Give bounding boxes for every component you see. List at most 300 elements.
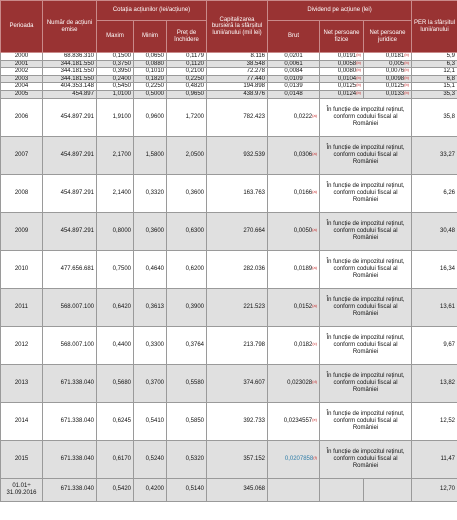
cell-net-note <box>320 174 412 212</box>
cell-minim-value: 0,5000 <box>145 90 164 97</box>
cell-brut-value: 0,0061 <box>284 60 303 67</box>
cell-net-fizice <box>320 68 364 76</box>
cell-net-note <box>320 440 412 478</box>
cell-maxim-value: 0,5680 <box>112 379 131 386</box>
cell-maxim <box>97 364 134 402</box>
cell-maxim <box>97 440 134 478</box>
table-row <box>1 68 457 76</box>
table-row <box>1 174 457 212</box>
cell-brut <box>268 478 320 501</box>
cell-net-fizice <box>320 60 364 68</box>
cell-net-note <box>320 212 412 250</box>
cell-pret-value: 0,1179 <box>186 53 205 59</box>
cell-perioada <box>1 402 43 440</box>
cell-minim-value: 0,4200 <box>145 486 164 493</box>
cell-minim-value: 0,3320 <box>145 189 164 196</box>
cell-brut <box>268 212 320 250</box>
cell-brut-value: 0,0189 <box>293 265 313 272</box>
cell-net-fizice <box>320 90 364 98</box>
cell-maxim-value: 2,1400 <box>112 189 131 196</box>
cell-brut-value: 0,0222 <box>293 113 313 120</box>
footnote-marker: (b) <box>404 82 410 88</box>
table-row <box>1 136 457 174</box>
cell-per-value: 35,8 <box>443 113 456 120</box>
cell-pret-value: 0,3764 <box>185 341 205 348</box>
cell-minim-value: 0,9600 <box>145 113 164 120</box>
cell-pret <box>167 83 207 91</box>
cell-capitalizare-value: 221.523 <box>243 303 266 310</box>
cell-per <box>412 68 457 76</box>
footnote-marker: (a) <box>312 264 318 270</box>
cell-pret-value: 0,2100 <box>185 68 205 75</box>
cell-pret <box>167 68 207 76</box>
cell-perioada-value: 2012 <box>14 341 29 348</box>
header-perioada: Perioada <box>1 1 43 53</box>
cell-net-note <box>320 326 412 364</box>
header-pret-inchidere: Preț de închidere <box>167 21 207 53</box>
cell-capitalizare-value: 163.763 <box>243 189 266 196</box>
cell-maxim <box>97 90 134 98</box>
cell-pret-value: 0,1120 <box>186 60 205 67</box>
net-note-text: În funcție de impozitul reținut, conform codului fiscal al României <box>326 448 405 469</box>
cell-capitalizare <box>207 136 268 174</box>
cell-maxim-value: 0,6170 <box>112 455 131 462</box>
cell-numar-actiuni-value: 568.007.100 <box>60 303 94 310</box>
header-minim: Minim <box>134 21 167 53</box>
cell-minim-value: 0,5240 <box>145 455 164 462</box>
cell-numar-actiuni-value: 68.836.310 <box>63 53 94 59</box>
cell-maxim-value: 0,1500 <box>112 53 131 59</box>
cell-pret <box>167 402 207 440</box>
cell-perioada-value: 2002 <box>14 68 29 75</box>
table-row <box>1 364 457 402</box>
cell-minim <box>134 288 167 326</box>
footnote-marker: (e) <box>312 416 318 422</box>
cell-numar-actiuni-value: 404.353.148 <box>60 83 94 90</box>
cell-maxim-value: 0,8000 <box>112 227 131 234</box>
cell-per <box>412 288 457 326</box>
cell-numar-actiuni <box>43 440 97 478</box>
cell-per-value: 9,67 <box>443 341 456 348</box>
cell-capitalizare-value: 357.152 <box>243 455 266 462</box>
cell-minim <box>134 364 167 402</box>
table-row <box>1 212 457 250</box>
cell-minim <box>134 53 167 61</box>
cell-pret-value: 0,5850 <box>185 417 205 424</box>
cell-net-fizice-value: 0,0104 <box>337 75 357 82</box>
cell-maxim <box>97 75 134 83</box>
footnote-marker: (c) <box>312 340 318 346</box>
cell-net-juridice-value: 0,0125 <box>385 83 405 90</box>
header-capitalizarea: Capitalizarea bursieră la sfârșitul lunii/anului (mil lei) <box>207 1 268 53</box>
cell-net-note <box>320 364 412 402</box>
cell-perioada-value: 2010 <box>14 265 29 272</box>
table-row <box>1 75 457 83</box>
cell-numar-actiuni <box>43 364 97 402</box>
cell-brut-value: 0,0050 <box>293 227 313 234</box>
cell-pret <box>167 440 207 478</box>
cell-minim <box>134 136 167 174</box>
net-note-text: În funcție de impozitul reținut, conform codului fiscal al României <box>326 334 405 355</box>
cell-numar-actiuni-value: 671.338.040 <box>60 379 94 386</box>
net-note-text: În funcție de impozitul reținut, conform codului fiscal al României <box>326 106 405 127</box>
cell-capitalizare <box>207 478 268 501</box>
cell-capitalizare-value: 392.733 <box>243 417 266 424</box>
cell-pret <box>167 288 207 326</box>
cell-brut-value: 0,0084 <box>284 68 303 75</box>
cell-brut-value: 0,0182 <box>293 341 313 348</box>
cell-minim-value: 0,3613 <box>145 303 164 310</box>
cell-brut-value: 0,0166 <box>293 189 313 196</box>
cell-per-value: 6,3 <box>446 60 456 67</box>
cell-maxim <box>97 478 134 501</box>
cell-net-fizice <box>320 478 364 501</box>
cell-numar-actiuni-value: 454.897.291 <box>60 113 94 120</box>
cell-pret-value: 0,5580 <box>185 379 205 386</box>
cell-brut-value: 0,0201 <box>284 53 303 59</box>
cell-numar-actiuni-value: 454.897.291 <box>60 227 94 234</box>
cell-capitalizare-value: 72.278 <box>246 68 266 75</box>
cell-brut <box>268 402 320 440</box>
cell-numar-actiuni <box>43 90 97 98</box>
cell-minim <box>134 212 167 250</box>
cell-capitalizare <box>207 75 268 83</box>
cell-maxim <box>97 136 134 174</box>
header-dividend: Dividend pe acțiune (lei) <box>268 1 412 21</box>
table-row <box>1 478 457 501</box>
header-net-fizice: Net persoane fizice <box>320 21 364 53</box>
cell-net-fizice <box>320 83 364 91</box>
cell-numar-actiuni-value: 671.338.040 <box>60 417 94 424</box>
cell-net-juridice <box>364 478 412 501</box>
cell-pret <box>167 364 207 402</box>
cell-net-fizice <box>320 75 364 83</box>
cell-net-note <box>320 402 412 440</box>
cell-minim-value: 0,0880 <box>145 60 164 67</box>
cell-minim-value: 1,5800 <box>145 151 164 158</box>
cell-perioada-value: 2015 <box>14 455 29 462</box>
cell-pret <box>167 90 207 98</box>
cell-perioada <box>1 75 43 83</box>
cell-minim <box>134 75 167 83</box>
cell-perioada-value: 2000 <box>14 53 29 59</box>
net-note-text: În funcție de impozitul reținut, conform codului fiscal al României <box>326 258 405 279</box>
cell-maxim-value: 0,6245 <box>112 417 131 424</box>
cell-capitalizare-value: 438.976 <box>243 90 266 97</box>
cell-numar-actiuni <box>43 212 97 250</box>
cell-per <box>412 90 457 98</box>
cell-perioada <box>1 364 43 402</box>
cell-pret <box>167 136 207 174</box>
cell-perioada <box>1 174 43 212</box>
cell-numar-actiuni-value: 568.007.100 <box>60 341 94 348</box>
cell-numar-actiuni-value: 344.181.550 <box>60 68 94 75</box>
cell-perioada-value: 2014 <box>14 417 29 424</box>
cell-net-juridice <box>364 68 412 76</box>
cell-capitalizare <box>207 98 268 136</box>
cell-numar-actiuni <box>43 98 97 136</box>
cell-perioada <box>1 478 43 501</box>
cell-pret-value: 0,5140 <box>185 486 205 493</box>
cell-capitalizare-value: 38.548 <box>246 60 266 67</box>
cell-minim-value: 0,4640 <box>145 265 164 272</box>
cell-perioada <box>1 136 43 174</box>
net-note-text: În funcție de impozitul reținut, conform codului fiscal al României <box>326 410 405 431</box>
cell-per <box>412 136 457 174</box>
footnote-marker: (b) <box>356 52 362 57</box>
footnote-marker: (b) <box>404 75 410 80</box>
cell-numar-actiuni <box>43 288 97 326</box>
net-note-text: În funcție de impozitul reținut, conform codului fiscal al României <box>326 372 405 393</box>
cell-brut <box>268 326 320 364</box>
cell-numar-actiuni <box>43 136 97 174</box>
cell-per <box>412 440 457 478</box>
cell-maxim <box>97 174 134 212</box>
cell-perioada-value: 2008 <box>14 189 29 196</box>
table-row <box>1 98 457 136</box>
footnote-marker: (b) <box>404 52 410 57</box>
cell-per <box>412 83 457 91</box>
cell-pret-value: 2,0500 <box>185 151 205 158</box>
cell-minim-value: 0,2250 <box>145 83 164 90</box>
net-note-text: În funcție de impozitul reținut, conform codului fiscal al României <box>326 296 405 317</box>
cell-maxim-value: 0,5420 <box>112 486 131 493</box>
cell-pret-value: 0,2250 <box>185 75 205 82</box>
cell-maxim <box>97 83 134 91</box>
cell-pret-value: 0,6300 <box>185 227 205 234</box>
cell-per <box>412 402 457 440</box>
cell-brut <box>268 136 320 174</box>
cell-perioada-value: 2006 <box>14 113 29 120</box>
cell-per-value: 12,52 <box>440 417 456 424</box>
cell-pret-value: 0,4820 <box>185 83 205 90</box>
cell-perioada <box>1 53 43 61</box>
cell-numar-actiuni-value: 454.897.291 <box>60 151 94 158</box>
cell-capitalizare-value: 374.607 <box>243 379 266 386</box>
cell-maxim-value: 1,0100 <box>112 90 131 97</box>
cell-per-value: 12,70 <box>440 486 456 493</box>
cell-perioada-value: 2009 <box>14 227 29 234</box>
table-row <box>1 326 457 364</box>
cell-per-value: 6,26 <box>443 189 456 196</box>
cell-pret <box>167 250 207 288</box>
table-row <box>1 250 457 288</box>
cell-minim <box>134 98 167 136</box>
cell-perioada-value: 2011 <box>15 303 28 310</box>
cell-pret-value: 0,3600 <box>185 189 205 196</box>
cell-capitalizare-value: 932.539 <box>243 151 266 158</box>
cell-pret-value: 1,7200 <box>185 113 205 120</box>
cell-maxim <box>97 98 134 136</box>
cell-brut <box>268 288 320 326</box>
cell-numar-actiuni <box>43 402 97 440</box>
cell-capitalizare <box>207 364 268 402</box>
cell-brut <box>268 364 320 402</box>
footnote-marker: (b) <box>404 67 410 73</box>
cell-numar-actiuni <box>43 250 97 288</box>
cell-brut-value: 0,0152 <box>293 303 313 310</box>
cell-capitalizare-value: 77.440 <box>246 75 266 82</box>
cell-net-juridice-value: 0,0076 <box>385 68 405 75</box>
cell-minim <box>134 250 167 288</box>
cell-brut-value: 0,0148 <box>284 90 303 97</box>
cell-maxim <box>97 68 134 76</box>
footnote-marker: (a) <box>312 302 318 308</box>
cell-minim <box>134 478 167 501</box>
cell-per <box>412 364 457 402</box>
table-row <box>1 440 457 478</box>
cell-net-fizice <box>320 53 364 61</box>
header-maxim: Maxim <box>97 21 134 53</box>
table-row <box>1 83 457 91</box>
cell-minim <box>134 83 167 91</box>
cell-minim-value: 0,1010 <box>145 68 164 75</box>
cell-minim <box>134 60 167 68</box>
cell-minim-value: 0,3700 <box>145 379 164 386</box>
cell-maxim-value: 0,5450 <box>112 83 131 90</box>
cell-maxim-value: 0,3950 <box>112 68 131 75</box>
cell-brut <box>268 53 320 61</box>
cell-brut-value: 0,0306 <box>293 151 313 158</box>
cell-pret-value: 0,9650 <box>185 90 205 97</box>
cell-numar-actiuni <box>43 83 97 91</box>
cell-pret <box>167 53 207 61</box>
cell-net-note <box>320 136 412 174</box>
cell-brut <box>268 60 320 68</box>
cell-numar-actiuni-value: 454.897 <box>72 90 94 97</box>
cell-perioada-value: 2013 <box>14 379 29 386</box>
cell-perioada <box>1 288 43 326</box>
cell-capitalizare <box>207 212 268 250</box>
cell-minim-value: 0,1820 <box>145 75 164 82</box>
footnote-marker: (f) <box>313 454 318 460</box>
table-row <box>1 402 457 440</box>
cell-net-note <box>320 250 412 288</box>
cell-perioada-value: 2007 <box>14 151 29 158</box>
cell-capitalizare <box>207 83 268 91</box>
cell-perioada <box>1 326 43 364</box>
cell-capitalizare <box>207 68 268 76</box>
cell-net-juridice <box>364 90 412 98</box>
cell-perioada <box>1 90 43 98</box>
cell-net-juridice <box>364 83 412 91</box>
footnote-marker: (b) <box>356 75 362 80</box>
cell-capitalizare <box>207 288 268 326</box>
cell-capitalizare <box>207 440 268 478</box>
cell-brut <box>268 98 320 136</box>
cell-numar-actiuni <box>43 53 97 61</box>
footnote-marker: (b) <box>356 67 362 73</box>
header-net-juridice: Net persoane juridice <box>364 21 412 53</box>
cell-net-juridice-value: 0,0133 <box>385 90 405 97</box>
cell-maxim-value: 1,9100 <box>112 113 131 120</box>
footnote-marker: (a) <box>312 188 318 194</box>
cell-perioada <box>1 250 43 288</box>
cell-per-value: 11,47 <box>440 455 456 462</box>
cell-minim <box>134 402 167 440</box>
cell-net-fizice-value: 0,0124 <box>337 90 357 97</box>
footnote-marker: (a) <box>312 150 318 156</box>
cell-numar-actiuni-value: 454.897.291 <box>60 189 94 196</box>
cell-pret <box>167 98 207 136</box>
cell-net-note <box>320 288 412 326</box>
cell-perioada-value: 2005 <box>14 90 29 97</box>
cell-capitalizare-value: 213.798 <box>243 341 266 348</box>
cell-maxim <box>97 288 134 326</box>
cell-capitalizare <box>207 326 268 364</box>
cell-maxim <box>97 326 134 364</box>
cell-pret <box>167 75 207 83</box>
cell-per <box>412 174 457 212</box>
net-note-text: În funcție de impozitul reținut, conform codului fiscal al României <box>326 220 405 241</box>
cell-capitalizare-value: 345.068 <box>243 486 266 493</box>
table-row <box>1 288 457 326</box>
cell-per-value: 33,27 <box>440 151 456 158</box>
cell-minim <box>134 440 167 478</box>
cell-capitalizare <box>207 60 268 68</box>
cell-per-value: 6,8 <box>446 75 456 82</box>
cell-brut <box>268 90 320 98</box>
cell-brut <box>268 68 320 76</box>
cell-numar-actiuni <box>43 68 97 76</box>
cell-minim-value: 0,3600 <box>145 227 164 234</box>
footnote-marker: (a) <box>312 226 318 232</box>
cell-net-fizice-value: 0,0058 <box>337 60 357 67</box>
footnote-marker: (b) <box>356 82 362 88</box>
cell-minim <box>134 90 167 98</box>
cell-pret <box>167 326 207 364</box>
cell-capitalizare-value: 194.898 <box>243 83 266 90</box>
cell-maxim-value: 0,6420 <box>112 303 131 310</box>
footnote-marker: (a) <box>312 112 318 118</box>
cell-maxim <box>97 212 134 250</box>
cell-minim <box>134 68 167 76</box>
cell-net-juridice <box>364 75 412 83</box>
cell-per <box>412 212 457 250</box>
cell-net-fizice-value: 0,0125 <box>337 83 357 90</box>
header-numar-actiuni: Număr de acțiuni emise <box>43 1 97 53</box>
cell-pret <box>167 212 207 250</box>
header-cotatia: Cotația acțiunilor (lei/acțiune) <box>97 1 207 21</box>
cell-brut <box>268 174 320 212</box>
cell-per-value: 12,1 <box>443 68 456 75</box>
cell-per-value: 35,3 <box>443 90 456 97</box>
cell-net-juridice <box>364 60 412 68</box>
cell-maxim-value: 0,4400 <box>112 341 131 348</box>
cell-per <box>412 53 457 61</box>
cell-brut-value: 0,0139 <box>284 83 303 90</box>
cell-perioada-value: 2004 <box>14 83 29 90</box>
net-note-text: În funcție de impozitul reținut, conform codului fiscal al României <box>326 144 405 165</box>
cell-brut-value: 0,0109 <box>284 75 303 82</box>
cell-capitalizare <box>207 174 268 212</box>
cell-maxim-value: 0,3750 <box>112 60 131 67</box>
cell-net-fizice-value: 0,0191 <box>337 53 357 59</box>
cell-pret-value: 0,3900 <box>185 303 205 310</box>
cell-perioada-value: 2001 <box>14 60 29 67</box>
cell-numar-actiuni <box>43 60 97 68</box>
table-body <box>1 53 457 502</box>
cell-capitalizare-value: 270.664 <box>243 227 266 234</box>
cell-per <box>412 75 457 83</box>
cell-perioada <box>1 83 43 91</box>
cell-net-juridice-value: 0,0098 <box>385 75 405 82</box>
cell-per-value: 15,1 <box>443 83 456 90</box>
cell-maxim-value: 0,2400 <box>112 75 131 82</box>
cell-numar-actiuni-value: 477.656.681 <box>60 265 94 272</box>
cell-net-juridice <box>364 53 412 61</box>
cell-minim-value: 0,3300 <box>145 341 164 348</box>
